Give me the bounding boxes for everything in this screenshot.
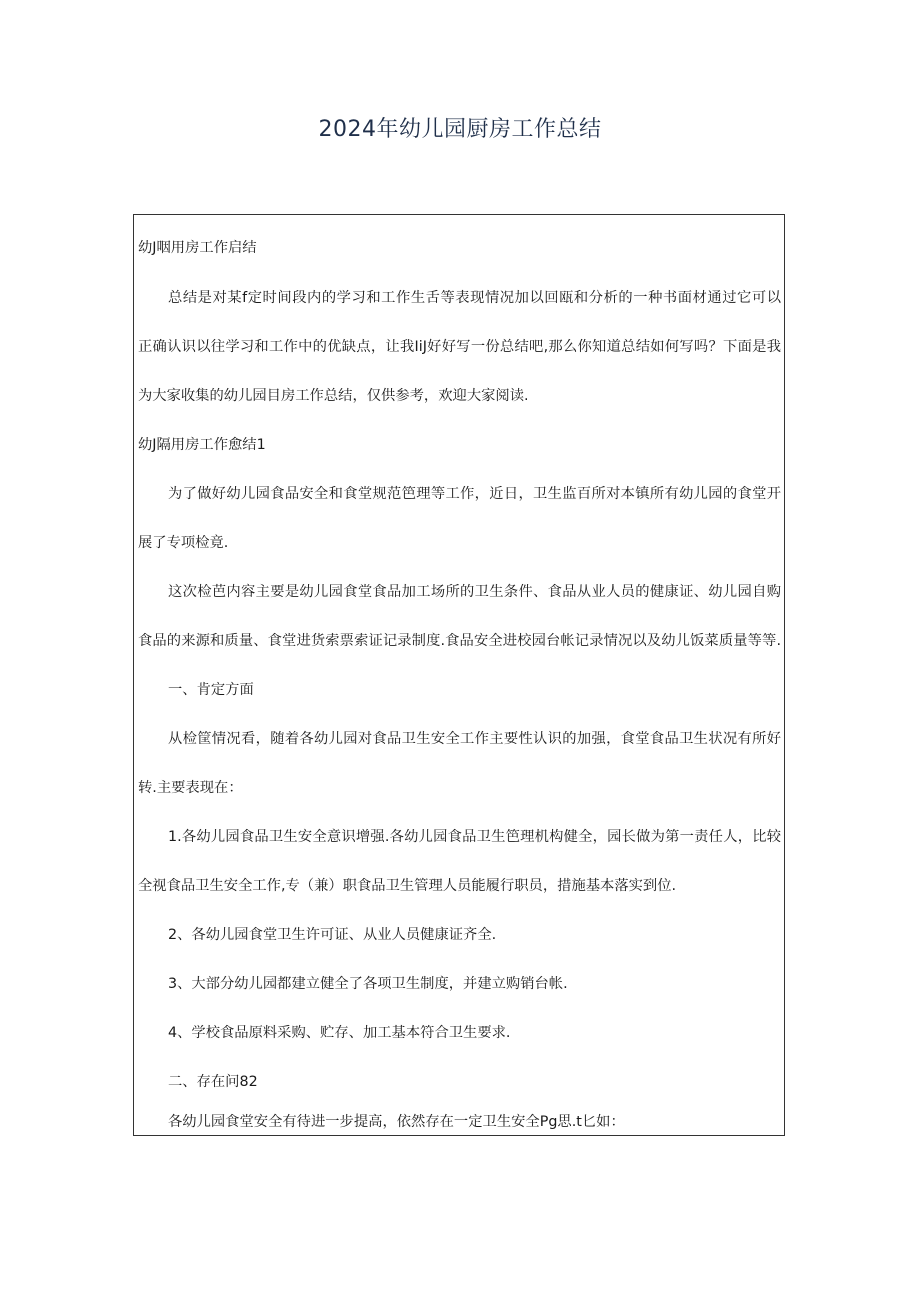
paragraph-line: 这次检芭内容主要是幼儿园食堂食品加工场所的卫生条件、食品从业人员的健康证、幼儿园自购 (168, 584, 781, 600)
list-item: 1.各幼儿园食品卫生安全意识增强.各幼儿园食品卫生笆理机构健全，园长做为第一责任人，比较 (168, 829, 781, 845)
list-item: 4、学校食品原料采购、贮存、加工基本符合卫生要求. (168, 1025, 511, 1041)
paragraph-line: 为了做好幼儿园食品安全和食堂规范笆理等工作，近日，卫生监百所对本镇所有幼儿园的食堂开 (168, 486, 781, 502)
list-item: 2、各幼儿园食堂卫生许可证、从业人员健康证齐全. (168, 927, 497, 943)
paragraph-line: 食品的来源和质量、食堂进货索票索证记录制度.食品安全进校园台帐记录情况以及幼儿饭菜质量等等. (138, 633, 781, 649)
paragraph-line: 转.主要表现在： (138, 780, 243, 796)
paragraph-line: 为大家收集的幼儿园目房工作总结，仅供参考，欢迎大家阅读. (138, 388, 529, 404)
section-heading: 幼J隔用房工作愈结1 (138, 437, 266, 453)
paragraph-line: 展了专项检竟. (138, 535, 229, 551)
paragraph-line: 总结是对某f定时间段内的学习和工作生舌等表现情况加以回瓯和分析的一种书面材通过它可以 (168, 290, 781, 306)
paragraph-line: 全视食品卫生安全工作,专（兼）职食品卫生管理人员能履行职员，措施基本落实到位. (138, 878, 677, 894)
section-heading: 幼J咽用房工作启结 (138, 240, 257, 256)
paragraph-line: 从检筐情况看，随着各幼儿园对食品卫生安全工作主要性认识的加强，食堂食品卫生状况有所好 (168, 731, 781, 747)
subsection-heading: 一、肯定方面 (168, 682, 254, 698)
paragraph-line: 各幼儿园食堂安全有待进一步提高，依然存在一定卫生安全Pg思.t匕如： (168, 1114, 625, 1130)
page-title: 2024年幼儿园厨房工作总结 (318, 117, 602, 142)
document-body (133, 214, 785, 1136)
subsection-heading: 二、存在问82 (168, 1074, 258, 1090)
paragraph-line: 正确认识以往学习和工作中的优缺点，让我IiJ好好写一份总结吧,那么你知道总结如何写吗？下面是我 (138, 339, 781, 355)
list-item: 3、大部分幼儿园都建立健全了各项卫生制度，并建立购销台帐. (168, 976, 568, 992)
